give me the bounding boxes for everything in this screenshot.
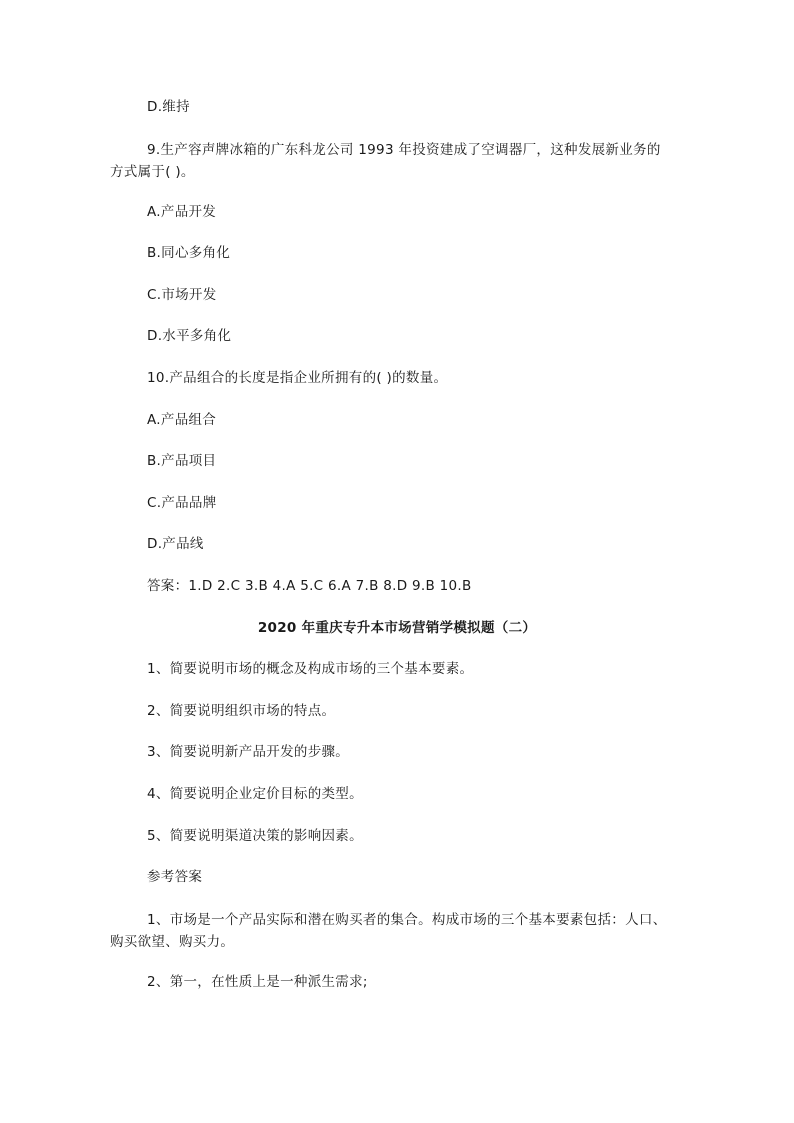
q10-option-c: C.产品品牌	[147, 495, 217, 511]
short-question-4: 4、简要说明企业定价目标的类型。	[147, 786, 363, 802]
q10-option-d: D.产品线	[147, 536, 204, 552]
q9-option-a: A.产品开发	[147, 204, 217, 220]
q9-option-d: D.水平多角化	[147, 328, 232, 344]
short-question-1: 1、简要说明市场的概念及构成市场的三个基本要素。	[147, 661, 474, 677]
section-title: 2020 年重庆专升本市场营销学模拟题（二）	[257, 620, 537, 636]
reference-answer-1-text: 1、市场是一个产品实际和潜在购买者的集合。构成市场的三个基本要素包括：人口、购买欲望、购买力。	[110, 912, 667, 950]
q9-stem-text: 9.生产容声牌冰箱的广东科龙公司 1993 年投资建成了空调器厂，这种发展新业务的方式属于( )。	[110, 142, 661, 180]
reference-answer-1	[110, 909, 670, 953]
q9-option-b: B.同心多角化	[147, 245, 231, 261]
short-question-5: 5、简要说明渠道决策的影响因素。	[147, 828, 363, 844]
short-question-3: 3、简要说明新产品开发的步骤。	[147, 744, 350, 760]
q9-option-c: C.市场开发	[147, 287, 217, 303]
q9-stem	[110, 139, 670, 183]
short-question-2: 2、简要说明组织市场的特点。	[147, 703, 336, 719]
reference-answer-2: 2、第一，在性质上是一种派生需求;	[147, 974, 368, 990]
q8-option-d: D.维持	[147, 99, 190, 115]
answer-key: 答案：1.D 2.C 3.B 4.A 5.C 6.A 7.B 8.D 9.B 10.B	[147, 578, 472, 594]
q10-option-a: A.产品组合	[147, 412, 217, 428]
q10-stem: 10.产品组合的长度是指企业所拥有的( )的数量。	[147, 370, 448, 386]
reference-answers-label: 参考答案	[147, 869, 203, 885]
q10-option-b: B.产品项目	[147, 453, 217, 469]
